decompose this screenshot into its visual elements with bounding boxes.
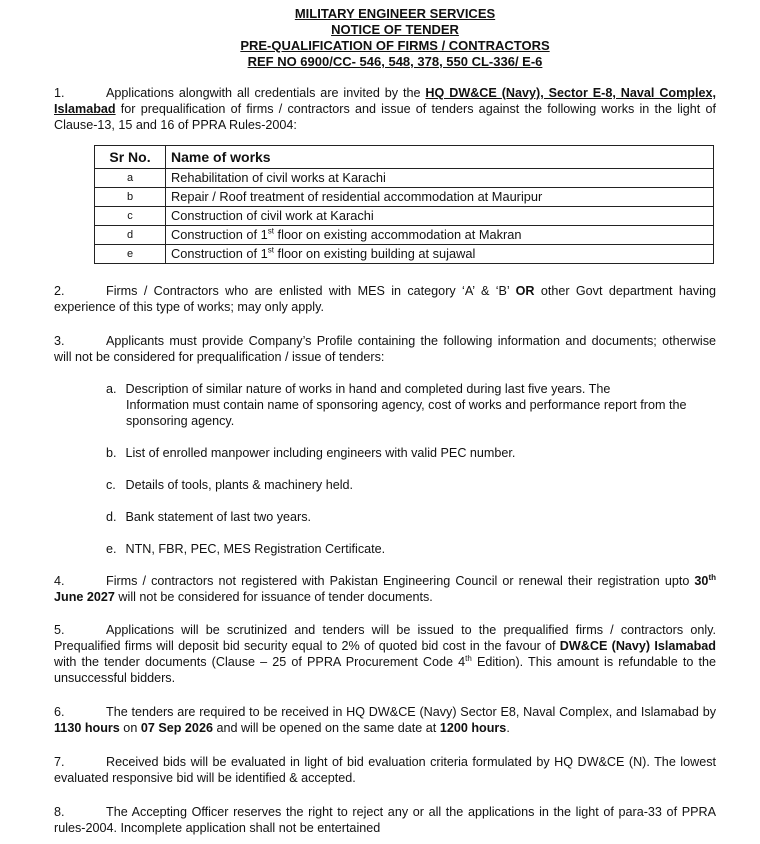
item-label: e. bbox=[106, 542, 117, 556]
table-row bbox=[95, 188, 714, 207]
deadline-date: 30th June 2027 bbox=[54, 572, 716, 604]
paragraph-number: 1. bbox=[54, 86, 65, 100]
paragraph-5: 5. Applications will be scrutinized and tenders will be issued to the prequalified firms / contractors only. Prequalified firms will deposit bid security equal to 2% of quoted bid cost in the favour of DW&CE (Navy) Islamabad with the tender documents (Clause – 25 of PPRA Procurement Code 4th Edition). This amount is refundable to the unsuccessful bidders. bbox=[54, 623, 716, 685]
item-label: c. bbox=[106, 478, 116, 492]
reference-number: REF NO 6900/CC- 546, 548, 378, 550 CL-336/ E-6 bbox=[247, 54, 543, 69]
table-row bbox=[95, 169, 714, 188]
requirement-item: c. Details of tools, plants & machinery held. bbox=[106, 478, 353, 492]
requirement-item: d. Bank statement of last two years. bbox=[106, 510, 311, 524]
paragraph-number: 4. bbox=[54, 574, 65, 588]
issuing-office: HQ DW&CE (Navy), Sector E-8, Naval Complex, Islamabad bbox=[54, 86, 716, 116]
submission-time: 1130 hours bbox=[54, 721, 120, 735]
requirement-item: a. Description of similar nature of works in hand and completed during last five years. The Information must contain name of sponsoring agency, cost of works and performance report from the sponsoring agency. bbox=[106, 382, 687, 428]
notice-header bbox=[74, 6, 716, 70]
row-sr: e bbox=[95, 245, 166, 264]
table-row bbox=[95, 207, 714, 226]
table-header-row bbox=[95, 146, 714, 169]
row-sr: c bbox=[95, 207, 166, 226]
paragraph-4: 4. Firms / contractors not registered with Pakistan Engineering Council or renewal their registration upto 30th June 2027 will not be considered for issuance of tender documents. bbox=[54, 572, 716, 604]
row-work-name: Construction of 1st floor on existing building at sujawal bbox=[166, 245, 714, 264]
row-work-name: Rehabilitation of civil works at Karachi bbox=[166, 169, 714, 188]
row-work-name: Construction of 1st floor on existing accommodation at Makran bbox=[166, 226, 714, 245]
beneficiary: DW&CE (Navy) Islamabad bbox=[559, 639, 716, 653]
paragraph-number: 5. bbox=[54, 623, 65, 637]
paragraph-1 bbox=[54, 85, 716, 133]
notice-subject: PRE-QUALIFICATION OF FIRMS / CONTRACTORS bbox=[240, 38, 550, 53]
paragraph-text: for prequalification of firms / contractors and issue of tenders against the following works in the light of Clause-13, 15 and 16 of PPRA Rules-2004: bbox=[54, 102, 716, 132]
paragraph-number: 3. bbox=[54, 334, 65, 348]
paragraph-number: 6. bbox=[54, 705, 65, 719]
row-sr: a bbox=[95, 169, 166, 188]
table-row bbox=[95, 226, 714, 245]
opening-time: 1200 hours bbox=[439, 721, 507, 735]
emphasis-or: OR bbox=[515, 284, 535, 298]
item-label: d. bbox=[106, 510, 117, 524]
paragraph-text: Applications alongwith all credentials are invited by the bbox=[106, 86, 426, 100]
paragraph-7: 7. Received bids will be evaluated in light of bid evaluation criteria formulated by HQ DW&CE (N). The lowest evaluated responsive bid will be identified & accepted. bbox=[54, 755, 716, 785]
row-sr: b bbox=[95, 188, 166, 207]
row-sr: d bbox=[95, 226, 166, 245]
works-table bbox=[94, 145, 714, 264]
paragraph-2: 2. Firms / Contractors who are enlisted with MES in category ‘A’ & ‘B’ OR other Govt department having experience of this type of works; may only apply. bbox=[54, 284, 716, 314]
item-label: b. bbox=[106, 446, 117, 460]
paragraph-3: 3. Applicants must provide Company’s Profile containing the following information and documents; otherwise will not be considered for prequalification / issue of tenders: bbox=[54, 334, 716, 364]
column-header-sr: Sr No. bbox=[95, 146, 166, 169]
requirement-item: b. List of enrolled manpower including engineers with valid PEC number. bbox=[106, 446, 516, 460]
paragraph-6: 6. The tenders are required to be received in HQ DW&CE (Navy) Sector E8, Naval Complex, and Islamabad by 1130 hours on 07 Sep 2026 and will be opened on the same date at 1200 hours. bbox=[54, 705, 716, 735]
item-label: a. bbox=[106, 382, 117, 396]
paragraph-number: 8. bbox=[54, 805, 65, 819]
row-work-name: Repair / Roof treatment of residential accommodation at Mauripur bbox=[166, 188, 714, 207]
notice-title: NOTICE OF TENDER bbox=[331, 22, 459, 37]
paragraph-number: 7. bbox=[54, 755, 65, 769]
submission-date: 07 Sep 2026 bbox=[140, 721, 213, 735]
paragraph-8: 8. The Accepting Officer reserves the right to reject any or all the applications in the light of para-33 of PPRA rules-2004. Incomplete application shall not be entertained bbox=[54, 805, 716, 835]
table-row bbox=[95, 245, 714, 264]
org-title: MILITARY ENGINEER SERVICES bbox=[294, 6, 496, 21]
requirement-item: e. NTN, FBR, PEC, MES Registration Certificate. bbox=[106, 542, 386, 556]
column-header-name: Name of works bbox=[166, 146, 714, 169]
paragraph-number: 2. bbox=[54, 284, 65, 298]
row-work-name: Construction of civil work at Karachi bbox=[166, 207, 714, 226]
